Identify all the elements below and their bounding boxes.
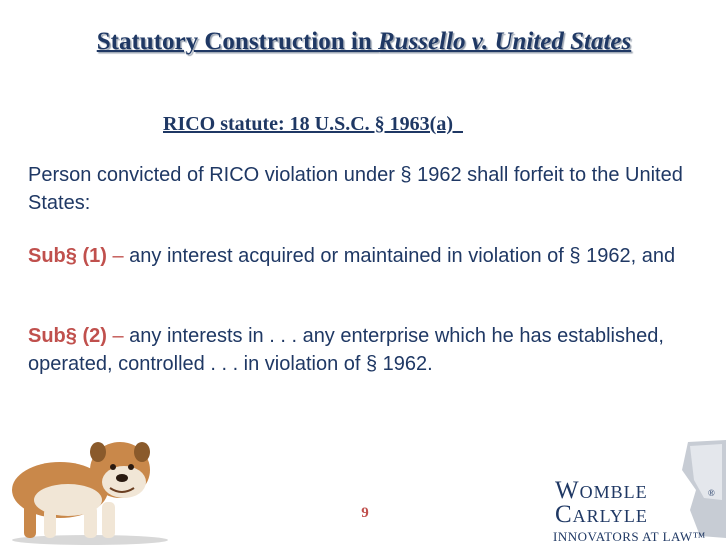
registered-mark: ® bbox=[708, 488, 715, 498]
paragraph-sub1 bbox=[28, 242, 708, 270]
slide-subtitle: RICO statute: 18 U.S.C. § 1963(a) bbox=[163, 113, 463, 135]
sub1-dash: – bbox=[106, 245, 130, 267]
company-logo bbox=[540, 440, 728, 546]
sub2-label: Sub§ (2) bbox=[28, 325, 107, 347]
slide-title bbox=[0, 28, 728, 56]
page-number: 9 bbox=[361, 505, 369, 521]
sub2-text: any interests in . . . any enterprise which he has established, operated, controlled . . . in violation of § 1962. bbox=[28, 325, 664, 375]
bulldog-illustration bbox=[0, 412, 200, 546]
state-map-graphic bbox=[660, 440, 728, 540]
sub1-label: Sub§ (1) bbox=[28, 245, 107, 267]
logo-tagline: INNOVATORS AT LAW™ bbox=[553, 529, 706, 544]
logo-line-1: Womble bbox=[555, 477, 648, 504]
paragraph-intro: Person convicted of RICO violation under § 1962 shall forfeit to the United States: bbox=[28, 164, 683, 214]
logo-line-2: Carlyle bbox=[555, 501, 648, 528]
paragraph-sub2 bbox=[28, 322, 708, 378]
sub1-text: any interest acquired or maintained in violation of § 1962, and bbox=[129, 245, 676, 267]
title-case-name: Russello v. United States bbox=[378, 28, 632, 55]
title-prefix: Statutory Construction in bbox=[96, 28, 378, 55]
sub2-dash: – bbox=[106, 325, 130, 347]
